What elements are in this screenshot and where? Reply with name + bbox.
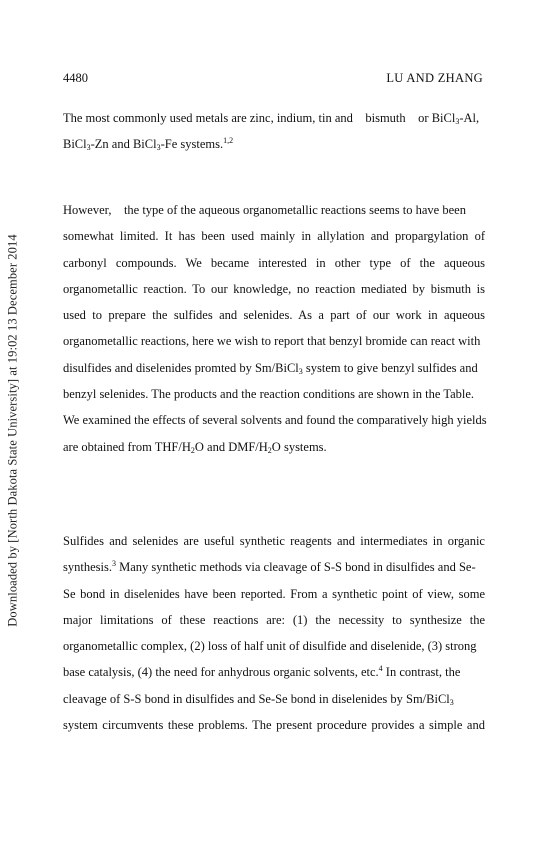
paragraph-metals xyxy=(63,105,485,158)
text-fragment: O and DMF/H xyxy=(194,439,268,454)
text-fragment: BiCl xyxy=(63,137,87,152)
text-line: Se bond in diselenides have been reported. From a synthetic point of view, some xyxy=(63,586,485,601)
text-line: system circumvents these problems. The present procedure provides a simple and xyxy=(63,718,485,733)
subscript: 3 xyxy=(86,143,91,153)
text-fragment: -Al, xyxy=(459,111,480,125)
text-fragment: Many synthetic methods via cleavage of S-S bond in disulfides and Se- xyxy=(115,560,476,575)
reference-marker: 4 xyxy=(378,664,383,674)
text-fragment: are obtained from THF/H xyxy=(63,439,191,454)
text-line: organometallic reaction. To our knowledge, no reaction mediated by bismuth is xyxy=(63,281,485,296)
text-fragment: system to give benzyl sulfides and xyxy=(302,360,478,375)
text-line: We examined the effects of several solvents and found the comparatively high yields xyxy=(63,413,487,428)
text-line: major limitations of these reactions are: (1) the necessity to synthesize the xyxy=(63,612,485,627)
text-line xyxy=(63,659,485,685)
reference-marker: 1,2 xyxy=(223,136,234,146)
text-line xyxy=(63,105,485,131)
text-line xyxy=(63,554,485,580)
subscript: 3 xyxy=(449,697,454,707)
text-line: used to prepare the sulfides and selenides. As a part of our work in aqueous xyxy=(63,308,485,323)
text-fragment: The most commonly used metals are zinc, indium, tin and bismuth or BiCl xyxy=(63,111,456,125)
text-line xyxy=(63,686,485,712)
text-fragment: In contrast, the xyxy=(382,665,461,680)
paragraph-aqueous-reactions xyxy=(63,197,485,460)
download-watermark xyxy=(2,210,24,650)
page-number: 4480 xyxy=(63,71,88,85)
download-watermark-text: Downloaded by [North Dakota State University] at 19:02 13 December 2014 xyxy=(5,233,20,627)
text-fragment: synthesis. xyxy=(63,560,112,575)
subscript: 3 xyxy=(455,117,460,126)
text-line: benzyl selenides. The products and the reaction conditions are shown in the Table. xyxy=(63,387,475,402)
text-line: However, the type of the aqueous organometallic reactions seems to have been xyxy=(63,203,466,217)
text-line xyxy=(63,355,485,381)
paragraph-sulfides-selenides xyxy=(63,528,485,738)
text-line xyxy=(63,434,485,460)
text-line: Sulfides and selenides are useful synthetic reagents and intermediates in organic xyxy=(63,534,485,548)
text-fragment: disulfides and diselenides promted by Sm/BiCl xyxy=(63,360,299,375)
reference-marker: 3 xyxy=(111,559,116,569)
subscript: 2 xyxy=(190,445,195,455)
text-line: somewhat limited. It has been used mainly in allylation and propargylation of xyxy=(63,229,485,244)
subscript: 3 xyxy=(298,366,303,376)
text-fragment: base catalysis, (4) the need for anhydrous organic solvents, etc. xyxy=(63,665,379,680)
text-fragment: O systems. xyxy=(271,439,327,454)
text-line: organometallic complex, (2) loss of half unit of disulfide and diselenide, (3) strong xyxy=(63,639,477,654)
text-fragment: -Zn and BiCl xyxy=(90,137,157,152)
subscript: 3 xyxy=(156,143,161,153)
text-line: carbonyl compounds. We became interested in other type of the aqueous xyxy=(63,255,485,270)
text-fragment: -Fe systems. xyxy=(160,137,224,152)
text-line: organometallic reactions, here we wish to report that benzyl bromide can react with xyxy=(63,334,481,349)
subscript: 2 xyxy=(267,445,272,455)
running-header xyxy=(63,71,483,87)
running-title-authors: LU AND ZHANG xyxy=(386,71,483,85)
text-fragment: cleavage of S-S bond in disulfides and Se-Se bond in diselenides by Sm/BiCl xyxy=(63,691,450,706)
text-line xyxy=(63,131,485,157)
